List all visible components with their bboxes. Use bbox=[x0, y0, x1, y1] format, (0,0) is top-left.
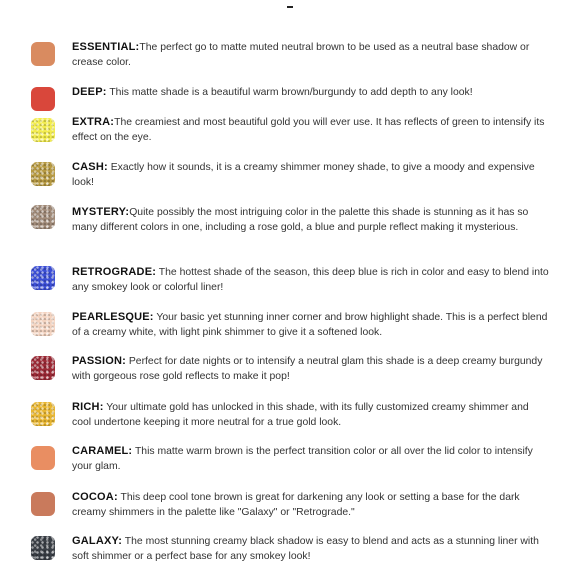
shade-swatch bbox=[31, 118, 55, 142]
shade-name: MYSTERY: bbox=[72, 206, 130, 218]
shade-description: The perfect go to matte muted neutral brown to be used as a neutral base shadow or crease color. bbox=[72, 42, 530, 68]
shade-description: Your ultimate gold has unlocked in this shade, with its fully customized creamy shimmer and cool undertone keeping it more neutral for a true gold look. bbox=[72, 402, 529, 428]
shade-name: CASH: bbox=[72, 161, 108, 173]
shade-swatch bbox=[31, 162, 55, 186]
shade-description: Quite possibly the most intriguing color in the palette this shade is stunning as it has so many different colors in one, including a rose gold, a blue and purple reflect making it mysterious. bbox=[72, 207, 529, 233]
shade-swatch bbox=[31, 492, 55, 516]
shade-swatch bbox=[31, 536, 55, 560]
shade-description-text bbox=[72, 400, 550, 430]
shade-name: DEEP: bbox=[72, 86, 107, 98]
shade-description-text bbox=[72, 40, 550, 70]
shade-swatch bbox=[31, 205, 55, 229]
shade-name: COCOA: bbox=[72, 491, 118, 503]
shade-description-text bbox=[72, 205, 550, 235]
shade-description-text bbox=[72, 444, 550, 474]
shade-name: CARAMEL: bbox=[72, 445, 133, 457]
shade-swatch bbox=[31, 446, 55, 470]
shade-description: This matte shade is a beautiful warm brown/burgundy to add depth to any look! bbox=[106, 87, 473, 98]
shade-swatch bbox=[31, 312, 55, 336]
shade-description-text bbox=[72, 354, 550, 384]
shade-name: ESSENTIAL: bbox=[72, 41, 140, 53]
shade-description: The creamiest and most beautiful gold you will ever use. It has reflects of green to intensify its effect on the eye. bbox=[72, 117, 545, 143]
shade-swatch bbox=[31, 402, 55, 426]
shade-description-text bbox=[72, 490, 550, 520]
shade-description: The hottest shade of the season, this deep blue is rich in color and easy to blend into any smokey look or colorful liner! bbox=[72, 267, 549, 293]
shade-name: PASSION: bbox=[72, 355, 126, 367]
shade-swatch bbox=[31, 87, 55, 111]
shade-name: PEARLESQUE: bbox=[72, 311, 154, 323]
shade-description: Perfect for date nights or to intensify a neutral glam this shade is a deep creamy burgundy with gorgeous rose gold reflects to make it pop! bbox=[72, 356, 543, 382]
shade-name: RICH: bbox=[72, 401, 104, 413]
shade-name: GALAXY: bbox=[72, 535, 123, 547]
shade-description: This matte warm brown is the perfect transition color or all over the lid color to intensify your glam. bbox=[72, 446, 533, 472]
shade-description: The most stunning creamy black shadow is easy to blend and acts as a stunning liner with soft shimmer or a perfect base for any smokey look! bbox=[72, 536, 539, 562]
shade-swatch bbox=[31, 356, 55, 380]
shade-description-text bbox=[72, 310, 550, 340]
shade-description: Exactly how it sounds, it is a creamy shimmer money shade, to give a moody and expensive look! bbox=[72, 162, 535, 188]
shade-description-text bbox=[72, 534, 550, 564]
shade-swatch bbox=[31, 42, 55, 66]
shade-description-text bbox=[72, 115, 550, 145]
shade-name: RETROGRADE: bbox=[72, 266, 157, 278]
shade-description-text bbox=[72, 160, 550, 190]
shade-description-text bbox=[72, 265, 550, 295]
shade-swatch bbox=[31, 266, 55, 290]
shade-description: This deep cool tone brown is great for darkening any look or setting a base for the dark creamy shimmers in the palette like "Galaxy" or "Retrograde." bbox=[72, 492, 520, 518]
shade-name: EXTRA: bbox=[72, 116, 115, 128]
shade-description: Your basic yet stunning inner corner and brow highlight shade. This is a perfect blend of a creamy white, with light pink shimmer to give it a softened look. bbox=[72, 312, 548, 338]
shade-description-text bbox=[72, 85, 550, 100]
